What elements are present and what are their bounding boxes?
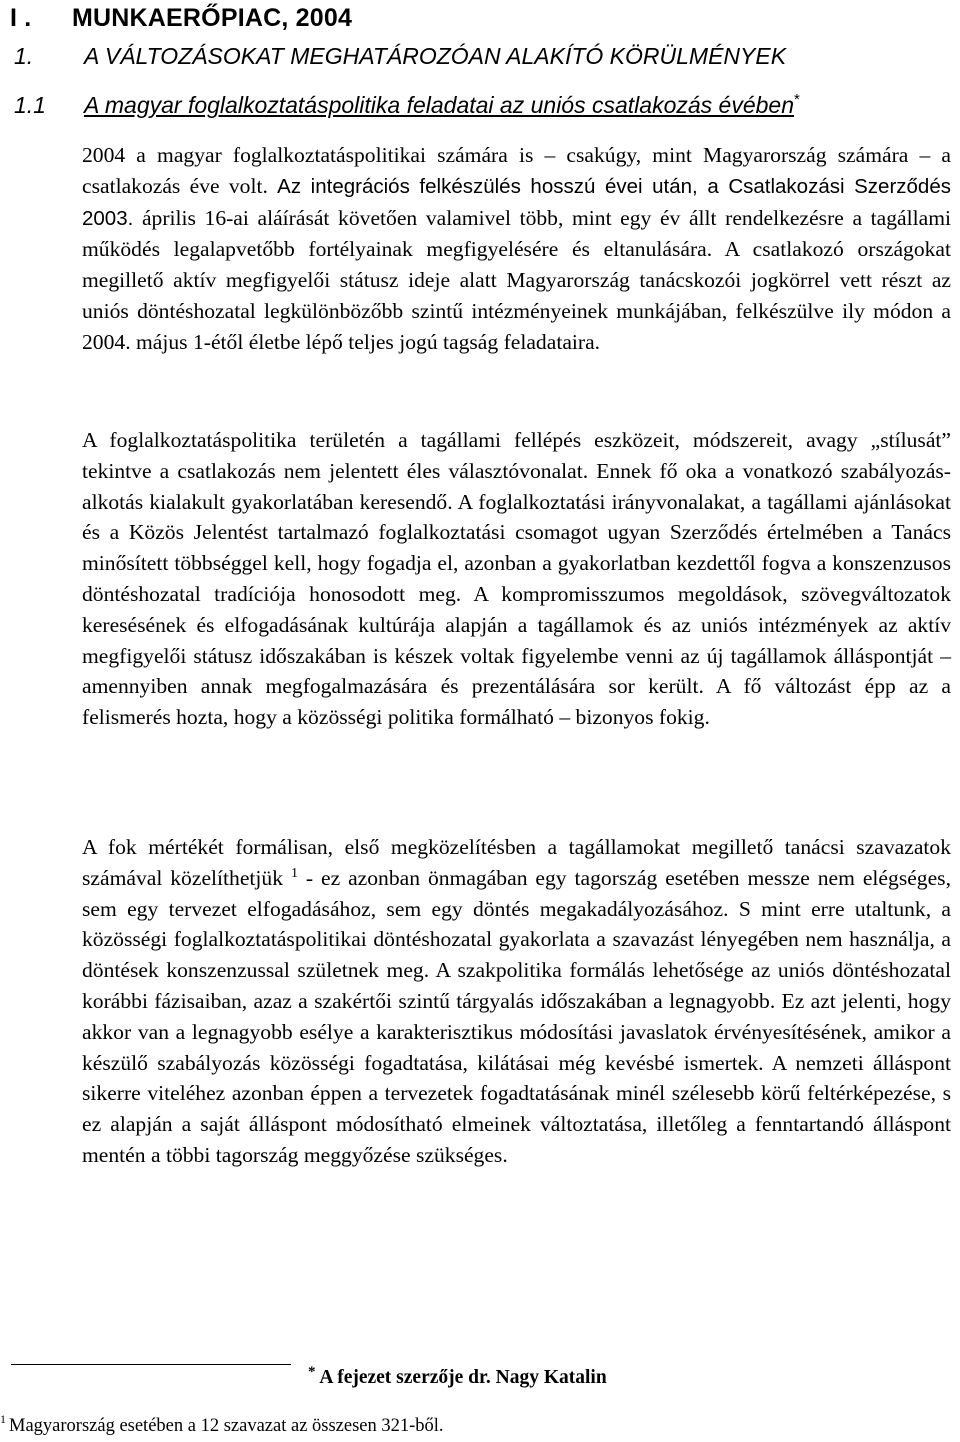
section-title: A VÁLTOZÁSOKAT MEGHATÁROZÓAN ALAKÍTÓ KÖRÜLMÉNYEK: [84, 43, 787, 69]
author-footnote: [308, 1364, 607, 1389]
subsection-number: 1.1: [14, 92, 46, 118]
paragraph-2: [82, 425, 951, 733]
section-heading: [14, 43, 786, 70]
chapter-number: I .: [10, 4, 32, 32]
paragraph-2-text: A foglalkoztatáspolitika területén a tagállami fellépés eszközeit, módszereit, avagy „stílusát” tekintve a csatlakozás nem jelentett éles választóvonalat. Ennek fő oka a vonatkozó szabályozás-alkotás kialakult gyakorlatában keresendő. A foglalkoztatási irányvonalakat, a tagállami ajánlásokat és a Közös Jelentést tartalmazó foglalkoztatási csomagot ugyan Szerződés értelmében a Tanács minősített többséggel kell, hogy fogadja el, azonban a gyakorlatban kezdettől fogva a konszenzusos döntéshozatal tradíciója honosodott meg. A kompromisszumos megoldások, szövegváltozatok keresésének és elfogadásának kultúrája alapján a tagállamok és az uniós intézmények az aktív megfigyelői státusz időszakában is készek voltak figyelembe venni az új tagállamok álláspontját – amennyiben annak megfogalmazására és prezentálására sor került. A fő változást épp az a felismerés hozta, hogy a közösségi politika formálható – bizonyos fokig.: [82, 428, 951, 730]
paragraph-3-text-b: - ez azonban önmagában egy tagország esetében messze nem elégséges, sem egy tervezet elfogadásához, sem egy döntés megakadályozásához. S mint erre utaltunk, a közösségi foglalkoztatáspolitikai döntéshozatal gyakorlata a szavazást lényegében nem használja, a döntések konszenzussal születnek meg. A szakpolitika formálás lehetősége az uniós döntéshozatal korábbi fázisaiban, azaz a szakértői szintű tárgyalás időszakában a legnagyobb. Ez azt jelenti, hogy akkor van a legnagyobb esélye a karakterisztikus módosítási javaslatok érvényesítésének, amikor a készülő szabályozás közösségi fogadtatása, kilátásai még kevésbé ismertek. A nemzeti álláspont sikerre viteléhez azonban éppen a tervezetek fogadtatásának minél szélesebb körű feltérképezése, s ez alapján a saját álláspont módosítható elmeinek változtatása, illetőleg a fenntartandó álláspont mentén a többi tagország meggyőzése szükséges.: [82, 865, 951, 1167]
footnote-1: [0, 1412, 444, 1437]
author-footnote-text: A fejezet szerzője dr. Nagy Katalin: [319, 1367, 607, 1388]
chapter-heading: [10, 4, 352, 33]
author-footnote-marker: *: [794, 91, 800, 108]
subsection-heading: [14, 91, 800, 119]
subsection-title: A magyar foglalkoztatáspolitika feladatai az uniós csatlakozás évében: [84, 92, 795, 118]
paragraph-1-text-c: április 16-ai aláírását követően valamivel több, mint egy év állt rendelkezésre a tagállami működés legalapvetőbb fortélyainak megfigyelésére és eltanulására. A csatlakozó országokat megillető aktív megfigyelői státusz ideje alatt Magyarország tanácskozói jogkörrel vett részt az uniós döntéshozatal legkülönbözőbb szintű intézményeinek munkájában, felkészülve ily módon a 2004. május 1-étől életbe lépő teljes jogú tagság feladataira.: [82, 205, 951, 354]
footnote-separator: [11, 1364, 291, 1365]
footnote-1-number: 1: [0, 1412, 6, 1426]
paragraph-1-text-b: Az integrációs felkészülés hosszú évei után, a Csatlakozási Szerződés 2003.: [82, 174, 951, 230]
chapter-title: MUNKAERŐPIAC, 2004: [72, 4, 353, 32]
paragraph-1: [82, 140, 951, 358]
footnote-ref-1[interactable]: 1: [290, 865, 298, 881]
footnote-1-text: Magyarország esetében a 12 szavazat az összesen 321-ből.: [9, 1416, 444, 1436]
section-number: 1.: [14, 43, 34, 69]
paragraph-3-text-a: A fok mértékét formálisan, első megközelítésben a tagállamokat megillető tanácsi szavazatok számával közelíthetjük: [82, 835, 951, 890]
paragraph-3: [82, 832, 951, 1171]
author-footnote-symbol: *: [308, 1364, 316, 1380]
paragraph-1-text-a: 2004 a magyar foglalkoztatáspolitikai számára is – csakúgy, mint Magyarország számára – a csatlakozás éve volt.: [82, 143, 951, 198]
